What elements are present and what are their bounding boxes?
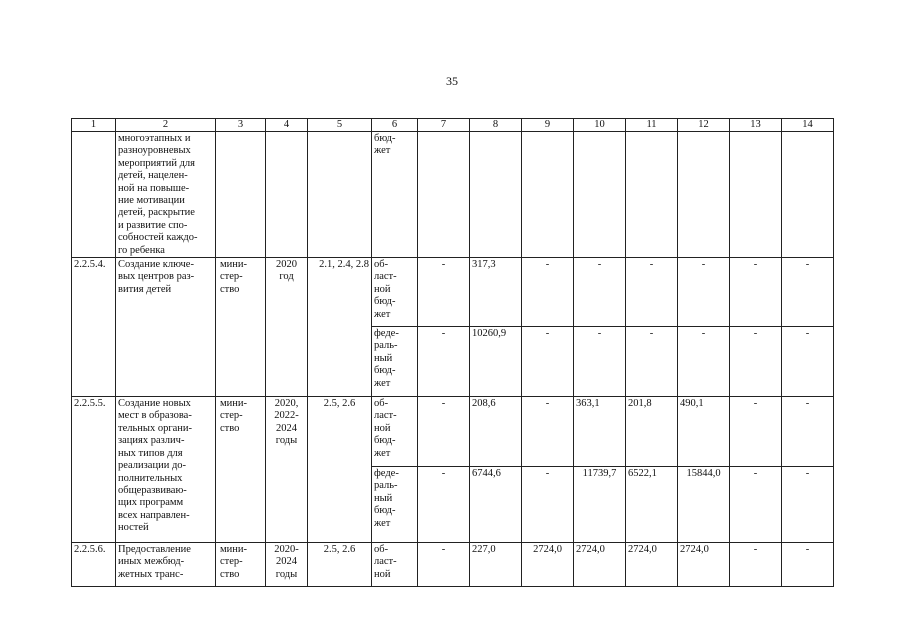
cell-line: годы [275, 435, 298, 447]
value-cell: - [782, 258, 834, 327]
value-cell: 10260,9 [470, 327, 522, 397]
cell-line: об- [374, 398, 389, 410]
value-cell: - [418, 327, 470, 397]
cell-line: ласт- [374, 556, 397, 568]
cell-line: бюд- [374, 365, 396, 377]
header-cell: 4 [266, 119, 308, 132]
header-cell: 12 [678, 119, 730, 132]
value-cell: - [730, 397, 782, 467]
value-cell: - [782, 543, 834, 587]
header-cell: 5 [308, 119, 372, 132]
header-cell: 9 [522, 119, 574, 132]
header-cell: 1 [72, 119, 116, 132]
cell-line: вития детей [118, 283, 172, 295]
value-cell: - [418, 258, 470, 327]
cell-source [372, 132, 418, 258]
cell-line: ство [220, 283, 240, 295]
cell-line: жет [374, 308, 391, 320]
value-cell: - [782, 467, 834, 543]
cell-line: жет [374, 517, 391, 529]
cell-line: зациях различ- [118, 435, 185, 447]
value-cell: - [730, 258, 782, 327]
cell-line: 2020, [274, 398, 299, 410]
cell-line: полнительных [118, 472, 183, 484]
cell-line: мини- [220, 259, 247, 271]
row-id: 2.2.5.5. [72, 397, 116, 543]
table-row [72, 132, 834, 258]
cell-line: год [279, 271, 294, 283]
value-cell: 2724,0 [626, 543, 678, 587]
cell-line: ние мотивации [118, 195, 185, 207]
row-name [116, 397, 216, 543]
cell-line: и развитие спо- [118, 219, 188, 231]
row-name [116, 543, 216, 587]
cell-line: го ребенка [118, 244, 165, 256]
cell-line: собностей каждо- [118, 232, 198, 244]
row-executor [216, 258, 266, 397]
cell-line: детей, раскрытие [118, 207, 195, 219]
cell-line: бюд- [374, 505, 396, 517]
row-executor [216, 397, 266, 543]
cell-line: жет [374, 447, 391, 459]
value-cell: 363,1 [574, 397, 626, 467]
row-period [266, 543, 308, 587]
header-cell: 2 [116, 119, 216, 132]
value-cell: - [678, 327, 730, 397]
header-row [72, 119, 834, 132]
table-row [72, 543, 834, 587]
cell-line: мини- [220, 398, 247, 410]
row-indicators: 2.5, 2.6 [308, 397, 372, 543]
cell-line: 2022- [274, 410, 299, 422]
value-cell: 208,6 [470, 397, 522, 467]
cell-line: об- [374, 259, 389, 271]
value-cell: - [730, 543, 782, 587]
cell-executor [216, 132, 266, 258]
cell-line: многоэтапных и [118, 133, 191, 144]
cell-line: иных межбюд- [118, 556, 185, 568]
cell-line: ство [220, 422, 240, 434]
cell-line: вых центров раз- [118, 271, 195, 283]
value-cell: 6744,6 [470, 467, 522, 543]
cell-line: жетных транс- [118, 568, 184, 580]
value-cell: - [574, 327, 626, 397]
value-cell: 6522,1 [626, 467, 678, 543]
value-cell: 201,8 [626, 397, 678, 467]
cell-line: разноуровневых [118, 145, 191, 157]
header-cell: 10 [574, 119, 626, 132]
cell-line: щих программ [118, 497, 184, 509]
value-cell: - [626, 327, 678, 397]
cell-line: годы [275, 568, 298, 580]
cell-indicators [308, 132, 372, 258]
cell-period [266, 132, 308, 258]
header-cell: 13 [730, 119, 782, 132]
cell-line: ласт- [374, 410, 397, 422]
header-cell: 14 [782, 119, 834, 132]
cell-line: тельных органи- [118, 422, 193, 434]
cell-line: ласт- [374, 271, 397, 283]
cell-line: жет [374, 145, 391, 157]
cell-line: мероприятий для [118, 157, 195, 169]
table-row [72, 258, 834, 327]
value-cell: - [730, 467, 782, 543]
row-period [266, 397, 308, 543]
cell-line: Создание новых [118, 398, 191, 410]
cell-line: раль- [374, 340, 398, 352]
header-cell: 6 [372, 119, 418, 132]
cell-line: ной на повыше- [118, 182, 190, 194]
cell-line: ный [374, 352, 393, 364]
cell-line: бюд- [374, 133, 396, 144]
cell-line: ной [374, 568, 391, 580]
value-cell: 11739,7 [574, 467, 626, 543]
value-cell: - [522, 258, 574, 327]
cell-line: 2020 [276, 259, 297, 271]
cell-line: 2024 [276, 422, 297, 434]
cell-line: феде- [374, 328, 399, 340]
cell-line: всех направлен- [118, 509, 190, 521]
value-cell: - [522, 327, 574, 397]
cell-line: Предоставление [118, 544, 191, 556]
cell-line: ной [374, 283, 391, 295]
cell-line: бюд- [374, 435, 396, 447]
cell-line: жет [374, 377, 391, 389]
budget-table [71, 118, 834, 587]
value-cell: - [782, 397, 834, 467]
cell-line: раль- [374, 480, 398, 492]
row-name [116, 258, 216, 397]
row-period [266, 258, 308, 397]
cell-line: мини- [220, 544, 247, 556]
value-cell: - [418, 543, 470, 587]
row-source [372, 258, 418, 327]
cell-line: реализации до- [118, 460, 187, 472]
value-cell: 2724,0 [522, 543, 574, 587]
cell-line: бюд- [374, 296, 396, 308]
cell-line: ство [220, 568, 240, 580]
cell-line: ных типов для [118, 447, 183, 459]
page-number: 35 [446, 74, 458, 88]
cell-line: стер- [220, 556, 243, 568]
cell-line: об- [374, 544, 389, 556]
cell-line: ностей [118, 522, 149, 534]
row-id: 2.2.5.4. [72, 258, 116, 397]
cell-line: ной [374, 422, 391, 434]
row-indicators: 2.5, 2.6 [308, 543, 372, 587]
value-cell: - [730, 327, 782, 397]
value-cell: 490,1 [678, 397, 730, 467]
header-cell: 7 [418, 119, 470, 132]
cell-line: общеразвиваю- [118, 484, 187, 496]
row-source [372, 327, 418, 397]
row-source [372, 467, 418, 543]
header-cell: 3 [216, 119, 266, 132]
cell-line: стер- [220, 271, 243, 283]
value-cell: 317,3 [470, 258, 522, 327]
cell-line: феде- [374, 468, 399, 480]
table-row [72, 397, 834, 467]
value-cell: 227,0 [470, 543, 522, 587]
value-cell: - [782, 327, 834, 397]
value-cell: 2724,0 [678, 543, 730, 587]
cell-name [116, 132, 216, 258]
value-cell: - [626, 258, 678, 327]
header-cell: 11 [626, 119, 678, 132]
value-cell: - [574, 258, 626, 327]
row-executor [216, 543, 266, 587]
cell-line: 2024 [276, 556, 297, 568]
row-source [372, 397, 418, 467]
cell-id [72, 132, 116, 258]
row-indicators: 2.1, 2.4, 2.8 [308, 258, 372, 397]
value-cell: 15844,0 [678, 467, 730, 543]
value-cell: - [678, 258, 730, 327]
cell-line: Создание ключе- [118, 259, 194, 271]
header-cell: 8 [470, 119, 522, 132]
cell-line: 2020- [274, 544, 299, 556]
row-id: 2.2.5.6. [72, 543, 116, 587]
cell-line: мест в образова- [118, 410, 192, 422]
value-cell: - [522, 397, 574, 467]
value-cell: - [418, 397, 470, 467]
cell-line: ный [374, 492, 393, 504]
row-source [372, 543, 418, 587]
value-cell: 2724,0 [574, 543, 626, 587]
cell-line: стер- [220, 410, 243, 422]
value-cell: - [522, 467, 574, 543]
cell-line: детей, нацелен- [118, 170, 188, 182]
value-cell: - [418, 467, 470, 543]
